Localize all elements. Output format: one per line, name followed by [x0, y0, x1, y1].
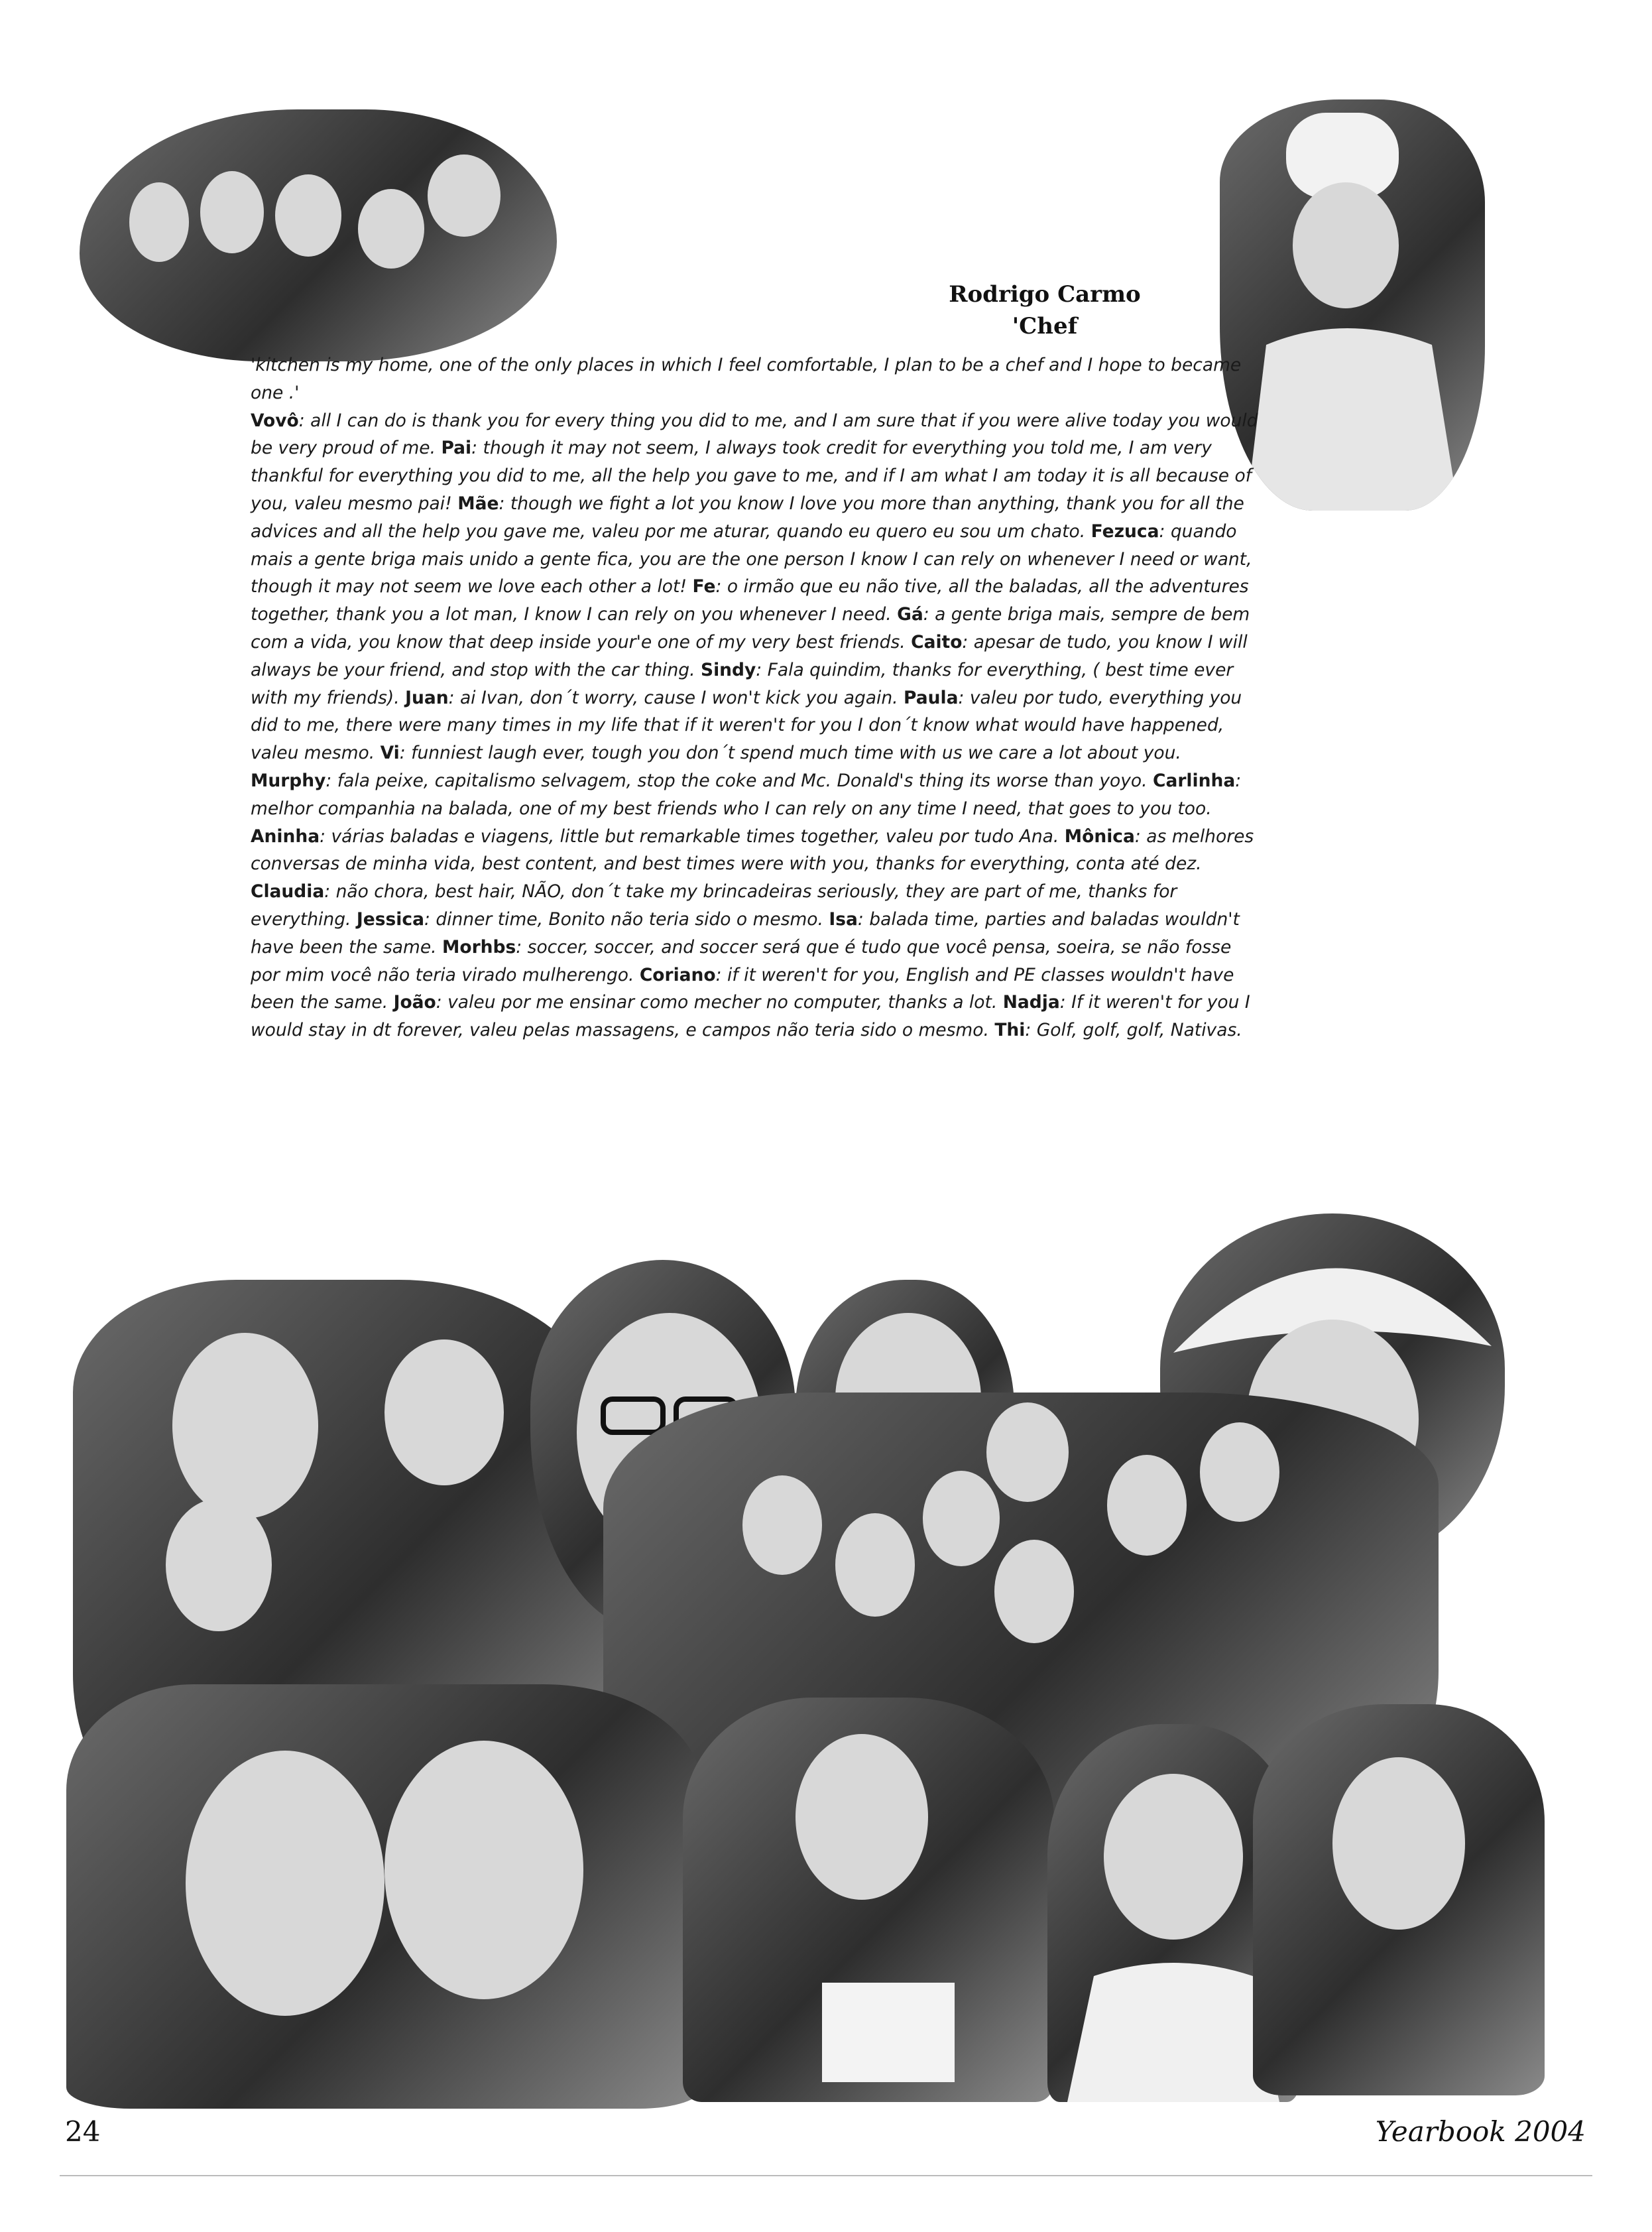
dedication-message: balada time, parties and baladas wouldn't have been the same. — [251, 908, 1240, 958]
dedication-entry — [357, 909, 829, 930]
dedication-entry — [251, 826, 1065, 847]
dedication-name: Aninha — [251, 826, 320, 847]
dedication-entry — [994, 1020, 1242, 1040]
dedication-message: Fala quindim, thanks for everything, ( best time ever with my friends). — [251, 659, 1234, 708]
dedication-name: Juan — [405, 687, 449, 708]
dedication-message: não chora, best hair, NÃO, don´t take my brincadeiras seriously, they are part of me, thanks for everything. — [251, 881, 1177, 930]
dedication-entry — [381, 743, 1181, 763]
dedication-name: João — [393, 992, 436, 1013]
dedication-entry — [405, 688, 904, 708]
dedication-separator: : — [298, 410, 311, 431]
dedication-separator: : — [958, 687, 970, 708]
dedication-name: Isa — [829, 908, 858, 930]
dedication-message: valeu por tudo, everything you did to me, there were many times in my life that if it weren't for you I don´t know what would have happened, valeu mesmo. — [251, 687, 1242, 764]
dedication-separator: : — [756, 659, 768, 680]
dedication-separator: : — [1235, 770, 1242, 791]
dedication-message: all I can do is thank you for every thing you did to me, and I am sure that if you were alive today you would be very proud of me. — [251, 410, 1258, 459]
dedication-separator: : — [1025, 1020, 1037, 1041]
dedication-message: Golf, golf, golf, Nativas. — [1036, 1020, 1242, 1041]
dedication-name: Thi — [994, 1020, 1026, 1041]
dedication-name: Vovô — [251, 410, 299, 431]
dedication-name: Mãe — [457, 493, 499, 514]
dedication-name: Morhbs — [442, 936, 516, 958]
dedication-message: melhor companhia na balada, one of my best friends who I can rely on any time I need, that goes to you too. — [251, 798, 1212, 819]
dedication-name: Gá — [897, 604, 923, 625]
dedication-name: Fezuca — [1091, 521, 1159, 542]
dedication-name: Carlinha — [1153, 770, 1236, 791]
dedication-message: apesar de tudo, you know I will always be your friend, and stop with the car thing. — [251, 631, 1248, 680]
quote: 'kitchen is my home, one of the only places in which I feel comfortable, I plan to be a chef and I hope to became one .' — [251, 355, 1242, 403]
yearbook-label: Yearbook 2004 — [1375, 2115, 1586, 2148]
dedication-name: Caito — [911, 631, 963, 652]
dedication-separator: : — [516, 936, 528, 958]
dedication-message: quando mais a gente briga mais unido a gente fica, you are the one person I know I can rely on whenever I need or want, though it may not seem we love each other a lot! — [251, 521, 1252, 597]
dedication-separator: : — [325, 770, 337, 791]
dedication-message: though we fight a lot you know I love you more than anything, thank you for all the advices and all the help you gave me, valeu por me aturar, quando eu quero eu sou um chato. — [251, 493, 1244, 542]
dedication-name: Jessica — [356, 908, 424, 930]
dedication-name: Sindy — [701, 659, 756, 680]
dedication-separator: : — [857, 908, 870, 930]
dedication-name: Nadja — [1002, 992, 1060, 1013]
dedication-separator: : — [1059, 992, 1072, 1013]
dedication-separator: : — [962, 631, 974, 652]
photo-two-girls-bottom — [66, 1684, 703, 2109]
dedication-name: Murphy — [251, 770, 326, 791]
dedication-message: If it weren't for you I would stay in dt forever, valeu pelas massagens, e campos não teria sido o mesmo. — [251, 992, 1250, 1041]
dedication-message: a gente briga mais, sempre de bem com a vida, you know that deep inside your'e one of my very best friends. — [251, 604, 1250, 652]
dedication-separator: : — [471, 438, 483, 459]
photo-girl-bottom-right — [1253, 1704, 1545, 2095]
photo-boy-choose-shirt — [683, 1698, 1054, 2102]
dedication-name: Vi — [380, 743, 400, 764]
dedication-name: Paula — [904, 687, 959, 708]
dedication-message: ai Ivan, don´t worry, cause I won't kick you again. — [459, 687, 898, 708]
dedication-message: dinner time, Bonito não teria sido o mesmo. — [436, 908, 823, 930]
dedication-name: Mônica — [1064, 826, 1135, 847]
dedication-message: fala peixe, capitalismo selvagem, stop the coke and Mc. Donald's thing its worse than yoyo. — [337, 770, 1148, 791]
dedication-separator: : — [436, 992, 448, 1013]
dedication-message: várias baladas e viagens, little but remarkable times together, valeu por tudo Ana. — [331, 826, 1059, 847]
dedication-message: though it may not seem, I always took credit for everything you told me, I am very thankful for everything you did to me, all the help you gave to me, and if I am what I am today it is all because of you, valeu mesmo pai! — [251, 438, 1252, 514]
dedication-separator: : — [424, 908, 436, 930]
dedication-message: o irmão que eu não tive, all the baladas, all the adventures together, thank you a lot man, I know I can rely on you whenever I need. — [251, 576, 1249, 625]
dedication-separator: : — [923, 604, 935, 625]
dedication-message: valeu por me ensinar como mecher no computer, thanks a lot. — [447, 992, 998, 1013]
student-role: 'Chef — [1012, 313, 1078, 340]
dedication-message: soccer, soccer, and soccer será que é tudo que você pensa, soeira, se não fosse por mim você não teria virado mulherengo. — [251, 936, 1232, 985]
dedication-text — [251, 351, 1258, 1044]
dedication-separator: : — [320, 826, 331, 847]
dedication-message: if it weren't for you, English and PE classes wouldn't have been the same. — [251, 964, 1234, 1013]
student-name: Rodrigo Carmo — [949, 281, 1141, 308]
dedication-separator: : — [448, 687, 460, 708]
dedication-message: as melhores conversas de minha vida, best content, and best times were with you, thanks for everything, conta até dez. — [251, 826, 1254, 875]
dedication-separator: : — [399, 743, 412, 764]
dedication-separator: : — [1134, 826, 1147, 847]
dedication-entry — [251, 771, 1153, 791]
footer-divider — [60, 2175, 1592, 2176]
dedication-message: funniest laugh ever, tough you don´t spend much time with us we care a lot about you. — [411, 743, 1181, 764]
dedication-name: Claudia — [251, 881, 325, 902]
dedication-separator: : — [499, 493, 510, 514]
dedication-name: Coriano — [639, 964, 716, 985]
dedication-separator: : — [324, 881, 336, 902]
dedication-name: Fe — [692, 576, 716, 597]
page-number: 24 — [65, 2115, 101, 2148]
dedication-separator: : — [1159, 521, 1171, 542]
dedication-separator: : — [715, 964, 727, 985]
dedication-entry — [394, 992, 1003, 1013]
dedication-name: Pai — [441, 438, 472, 459]
dedication-separator: : — [715, 576, 727, 597]
